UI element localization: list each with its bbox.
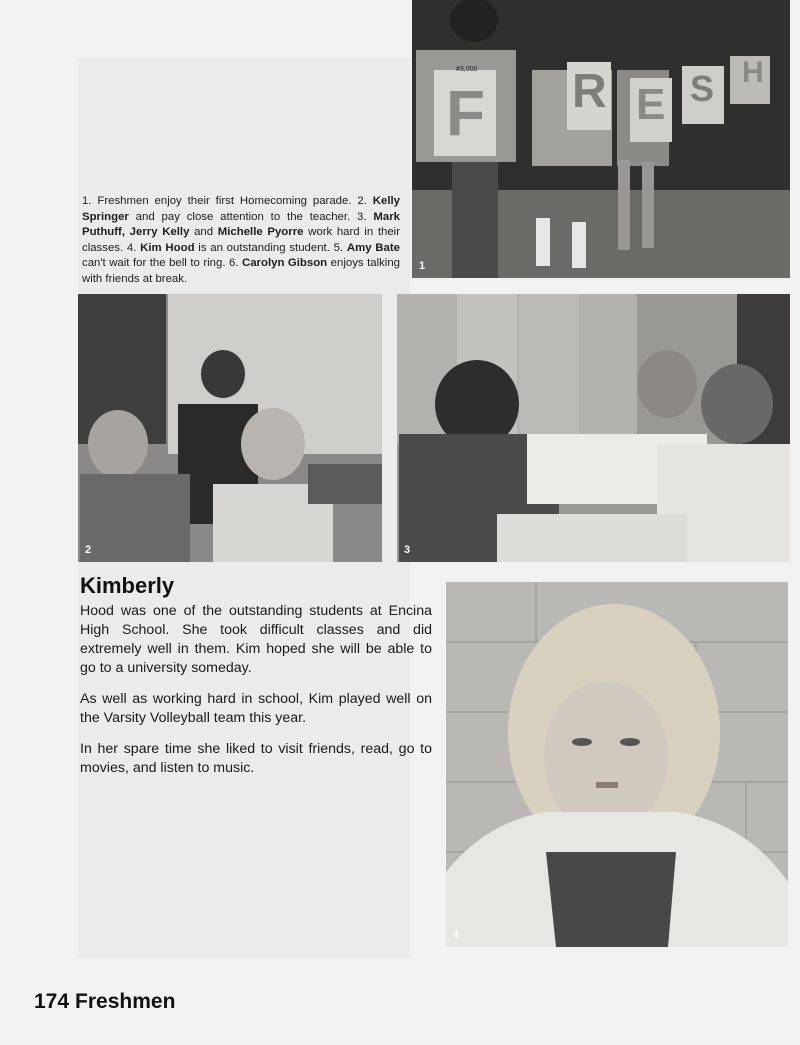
photo-number: 3 <box>404 544 411 556</box>
photo-students-working <box>397 294 790 562</box>
caption-name: Michelle Pyorre <box>217 226 304 239</box>
caption-text: and pay close attention to the teacher. 3. <box>128 210 374 223</box>
caption-name: Carolyn Gibson <box>242 257 328 270</box>
page-number: 174 <box>34 990 70 1013</box>
classroom-scene <box>78 294 382 562</box>
caption-name: Mark Puthuff, Jerry Kelly <box>82 210 400 239</box>
photo-number: 1 <box>419 260 426 272</box>
photo-number: 2 <box>85 544 92 556</box>
caption-name: Kim Hood <box>140 241 195 254</box>
sign-small-text: #3,000 <box>456 66 478 73</box>
photo-portrait-kim-hood <box>446 582 788 947</box>
story-paragraph: As well as working hard in school, Kim played well on the Varsity Volleyball team this year. <box>80 691 432 726</box>
section-name: Freshmen <box>75 990 176 1013</box>
sign-letter-s: S <box>690 68 715 109</box>
page-folio <box>34 990 175 1014</box>
story-paragraph: In her spare time she liked to visit friends, read, go to movies, and listen to music. <box>80 741 432 776</box>
portrait-scene <box>446 582 788 947</box>
photo-captions <box>82 194 400 288</box>
story-title: Kimberly <box>80 573 175 598</box>
sign-letter-r: R <box>572 65 607 118</box>
caption-text: is an outstanding student. 5. <box>194 241 347 254</box>
caption-text: enjoys talking with friends at break. <box>82 257 401 285</box>
caption-text: work hard in their classes. 4. <box>82 226 400 254</box>
story-paragraph: Hood was one of the outstanding students at Encina High School. She took difficult classes and did extremely well in them. Kim hoped she will be able to go to a university someday. <box>80 603 432 676</box>
study-scene <box>397 294 790 562</box>
caption-name: Amy Bate <box>346 241 400 254</box>
photo-homecoming-parade <box>412 0 790 278</box>
sign-letter-e: E <box>636 80 666 129</box>
sign-letter-f: F <box>446 77 486 149</box>
caption-name: Kelly Springer <box>82 195 400 223</box>
caption-text: 1. Freshmen enjoy their first Homecoming parade. 2. <box>82 195 373 207</box>
photo-number: 4 <box>453 929 460 941</box>
sign-letter-h: H <box>742 56 764 89</box>
caption-text: can't wait for the bell to ring. 6. <box>82 257 242 270</box>
photo-classroom-teacher <box>78 294 382 562</box>
caption-text: and <box>189 226 218 239</box>
